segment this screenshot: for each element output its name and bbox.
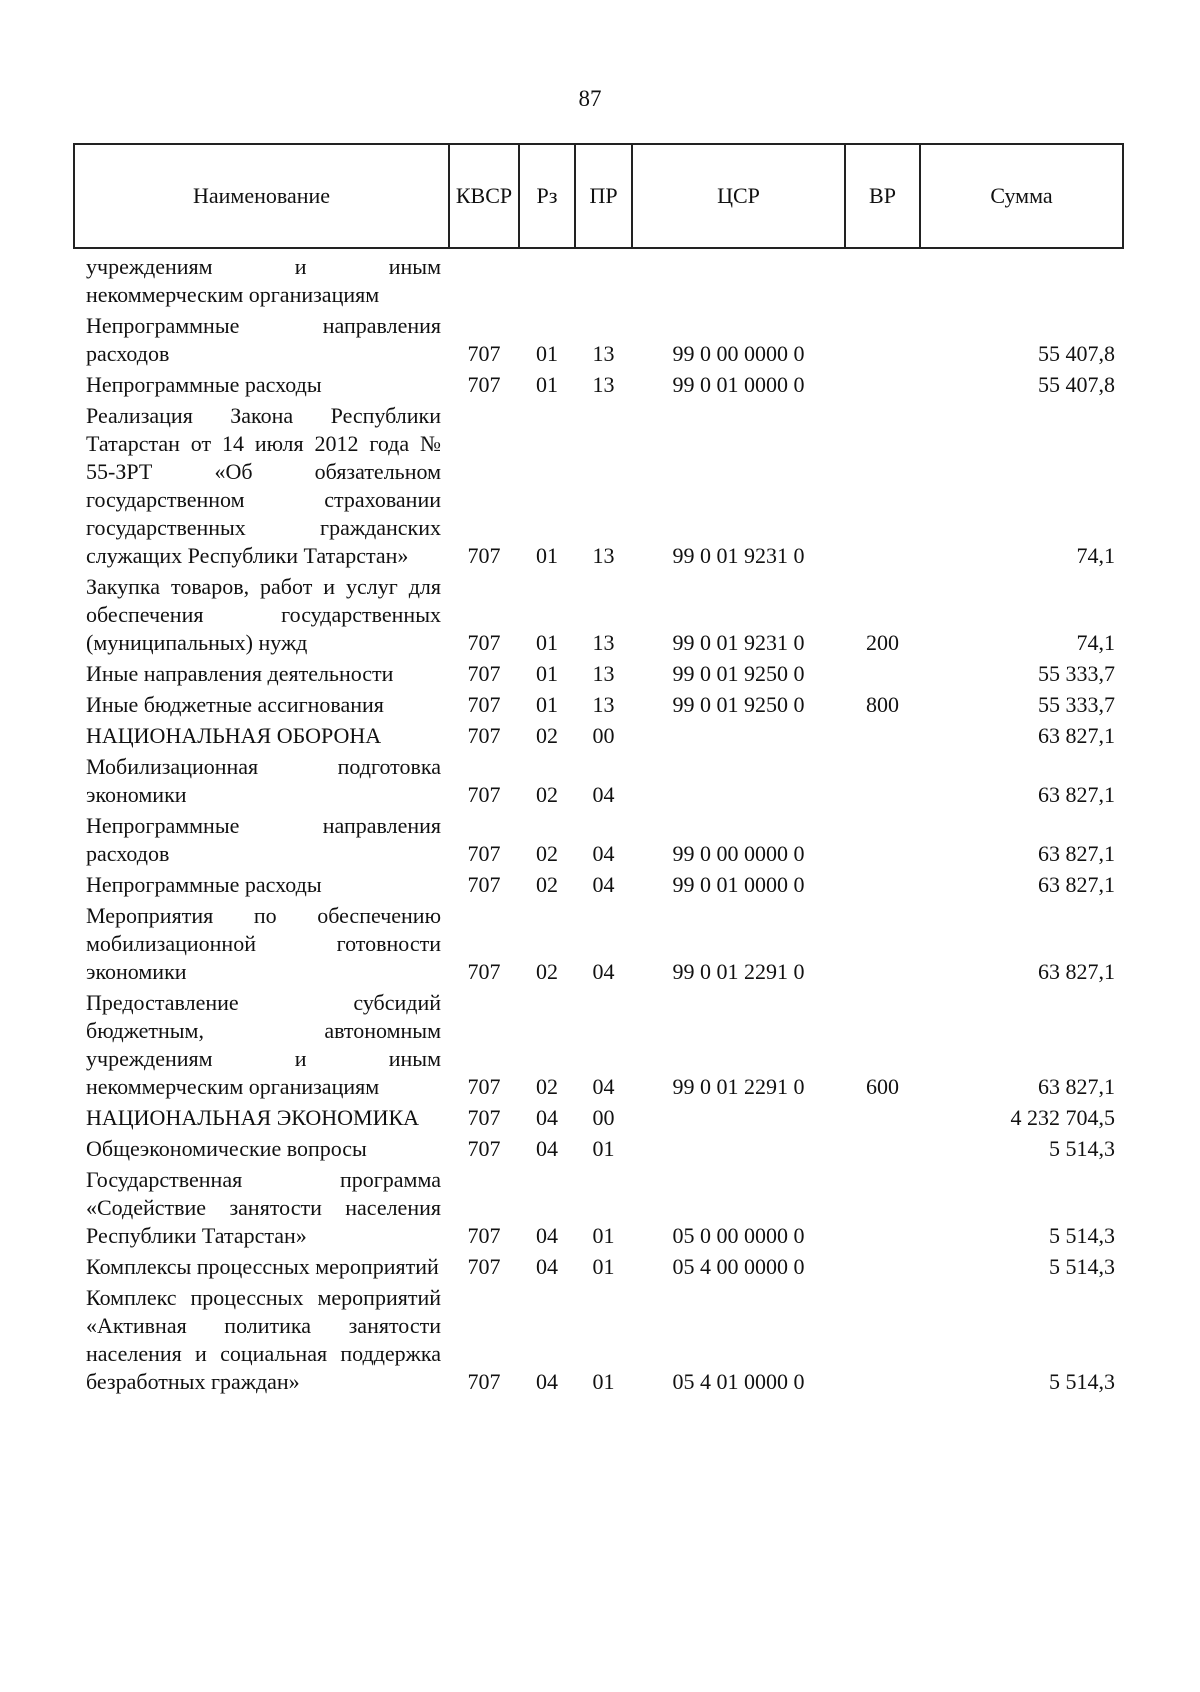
row-rz: 04 — [536, 1105, 558, 1130]
table-row — [74, 901, 1123, 988]
row-pr: 13 — [592, 341, 615, 366]
table-row — [74, 1252, 1123, 1283]
page-number: 87 — [578, 86, 602, 111]
row-csr: 99 0 00 0000 0 — [672, 341, 805, 366]
table-body — [74, 248, 1123, 1398]
row-rz: 01 — [536, 692, 558, 717]
row-rz — [519, 248, 575, 311]
row-name: Закупка товаров, работ и услуг для обеспечения государственных (муниципальных) нужд — [86, 574, 441, 655]
row-csr: 99 0 01 0000 0 — [672, 372, 805, 397]
row-name: Непрограммные направления расходов — [86, 313, 441, 366]
row-name: Непрограммные расходы — [86, 872, 322, 897]
row-pr: 00 — [592, 1105, 615, 1130]
table-row — [74, 248, 1123, 311]
row-kvsr: 707 — [467, 1254, 501, 1279]
row-sum: 63 827,1 — [1038, 872, 1115, 897]
row-csr: 99 0 01 2291 0 — [672, 959, 805, 984]
row-sum: 63 827,1 — [1038, 959, 1115, 984]
table-header — [74, 144, 1123, 248]
row-rz: 02 — [536, 841, 558, 866]
row-pr: 13 — [592, 372, 615, 397]
row-rz: 01 — [536, 372, 558, 397]
table-row — [74, 572, 1123, 659]
row-pr: 04 — [592, 959, 615, 984]
table-row — [74, 659, 1123, 690]
row-csr: 99 0 01 0000 0 — [672, 872, 805, 897]
row-rz: 02 — [536, 782, 558, 807]
row-rz: 02 — [536, 1074, 558, 1099]
table-row — [74, 1283, 1123, 1398]
row-vr — [845, 311, 920, 370]
row-csr: 99 0 01 9250 0 — [672, 661, 805, 686]
row-kvsr: 707 — [467, 341, 501, 366]
row-sum: 55 333,7 — [1038, 692, 1115, 717]
row-csr — [632, 752, 845, 811]
row-kvsr: 707 — [467, 1074, 501, 1099]
row-kvsr: 707 — [467, 1105, 501, 1130]
row-kvsr: 707 — [467, 1223, 501, 1248]
row-vr — [845, 752, 920, 811]
row-name: Непрограммные направления расходов — [86, 813, 441, 866]
row-pr: 01 — [592, 1223, 615, 1248]
row-vr — [845, 870, 920, 901]
row-vr: 600 — [866, 1074, 899, 1099]
row-name: Непрограммные расходы — [86, 372, 322, 397]
row-rz: 02 — [536, 959, 558, 984]
row-sum: 5 514,3 — [1049, 1223, 1115, 1248]
row-sum: 74,1 — [1076, 543, 1115, 568]
table-row — [74, 311, 1123, 370]
row-pr: 13 — [592, 630, 615, 655]
row-sum: 63 827,1 — [1038, 841, 1115, 866]
row-name: НАЦИОНАЛЬНАЯ ЭКОНОМИКА — [86, 1105, 420, 1130]
row-name: Иные направления деятельности — [86, 661, 394, 686]
row-rz: 04 — [536, 1223, 558, 1248]
row-kvsr: 707 — [467, 841, 501, 866]
row-rz: 01 — [536, 543, 558, 568]
row-vr — [845, 901, 920, 988]
row-name: Предоставление субсидий бюджетным, автономным учреждениям и иным некоммерческим организациям — [86, 990, 441, 1099]
row-sum: 63 827,1 — [1038, 723, 1115, 748]
row-rz: 01 — [536, 630, 558, 655]
row-pr: 04 — [592, 841, 615, 866]
row-name: Реализация Закона Республики Татарстан от 14 июля 2012 года № 55-ЗРТ «Об обязательном государственном страховании государственных гражданских служащих Республики Татарстан» — [86, 403, 441, 568]
row-csr: 99 0 01 2291 0 — [672, 1074, 805, 1099]
row-sum: 5 514,3 — [1049, 1369, 1115, 1394]
table-row — [74, 1165, 1123, 1252]
row-csr: 05 0 00 0000 0 — [672, 1223, 805, 1248]
row-rz: 04 — [536, 1254, 558, 1279]
row-vr — [845, 1103, 920, 1134]
row-kvsr: 707 — [467, 692, 501, 717]
row-pr: 04 — [592, 1074, 615, 1099]
row-name: Комплексы процессных мероприятий — [86, 1254, 439, 1279]
row-vr — [845, 659, 920, 690]
row-pr: 04 — [592, 782, 615, 807]
row-sum: 55 407,8 — [1038, 372, 1115, 397]
header-sum: Сумма — [920, 144, 1123, 248]
table-row — [74, 370, 1123, 401]
row-vr — [845, 1165, 920, 1252]
row-rz: 04 — [536, 1369, 558, 1394]
row-pr: 01 — [592, 1254, 615, 1279]
header-kvsr: КВСР — [449, 144, 519, 248]
row-kvsr: 707 — [467, 723, 501, 748]
row-vr — [845, 401, 920, 572]
table-row — [74, 401, 1123, 572]
row-pr: 01 — [592, 1136, 615, 1161]
row-pr: 04 — [592, 872, 615, 897]
row-name: НАЦИОНАЛЬНАЯ ОБОРОНА — [86, 723, 382, 748]
row-csr — [632, 721, 845, 752]
budget-table — [73, 143, 1124, 1398]
row-vr — [845, 1134, 920, 1165]
row-kvsr: 707 — [467, 543, 501, 568]
row-pr: 00 — [592, 723, 615, 748]
row-csr: 99 0 01 9250 0 — [672, 692, 805, 717]
row-vr — [845, 248, 920, 311]
row-sum: 63 827,1 — [1038, 782, 1115, 807]
row-kvsr: 707 — [467, 872, 501, 897]
row-vr — [845, 1283, 920, 1398]
row-rz: 01 — [536, 341, 558, 366]
row-rz: 02 — [536, 723, 558, 748]
row-name: Иные бюджетные ассигнования — [86, 692, 384, 717]
row-vr — [845, 811, 920, 870]
table-row — [74, 690, 1123, 721]
row-csr — [632, 1134, 845, 1165]
row-sum: 55 333,7 — [1038, 661, 1115, 686]
row-sum: 5 514,3 — [1049, 1254, 1115, 1279]
row-kvsr: 707 — [467, 372, 501, 397]
row-rz: 04 — [536, 1136, 558, 1161]
row-csr: 05 4 01 0000 0 — [672, 1369, 805, 1394]
row-sum: 63 827,1 — [1038, 1074, 1115, 1099]
row-kvsr: 707 — [467, 630, 501, 655]
header-vr: ВР — [845, 144, 920, 248]
table-row — [74, 752, 1123, 811]
table-row — [74, 988, 1123, 1103]
row-csr: 05 4 00 0000 0 — [672, 1254, 805, 1279]
row-name: Мероприятия по обеспечению мобилизационной готовности экономики — [86, 903, 441, 984]
row-sum — [920, 248, 1123, 311]
row-sum: 55 407,8 — [1038, 341, 1115, 366]
row-rz: 01 — [536, 661, 558, 686]
header-rz: Рз — [519, 144, 575, 248]
table-row — [74, 1103, 1123, 1134]
row-vr — [845, 721, 920, 752]
table-row — [74, 811, 1123, 870]
header-csr: ЦСР — [632, 144, 845, 248]
row-kvsr: 707 — [467, 661, 501, 686]
row-pr: 01 — [592, 1369, 615, 1394]
row-name: учреждениям и иным некоммерческим организациям — [86, 254, 441, 307]
row-sum: 4 232 704,5 — [1010, 1105, 1115, 1130]
row-kvsr: 707 — [467, 782, 501, 807]
row-vr — [845, 1252, 920, 1283]
row-sum: 74,1 — [1076, 630, 1115, 655]
row-csr: 99 0 00 0000 0 — [672, 841, 805, 866]
row-csr — [632, 248, 845, 311]
row-vr — [845, 370, 920, 401]
row-rz: 02 — [536, 872, 558, 897]
row-vr: 800 — [866, 692, 899, 717]
row-name: Государственная программа «Содействие занятости населения Республики Татарстан» — [86, 1167, 441, 1248]
row-kvsr: 707 — [467, 959, 501, 984]
row-csr: 99 0 01 9231 0 — [672, 543, 805, 568]
row-pr: 13 — [592, 543, 615, 568]
row-kvsr: 707 — [467, 1136, 501, 1161]
header-pr: ПР — [575, 144, 632, 248]
row-name: Общеэкономические вопросы — [86, 1136, 367, 1161]
row-pr: 13 — [592, 661, 615, 686]
row-kvsr — [449, 248, 519, 311]
row-pr: 13 — [592, 692, 615, 717]
row-csr: 99 0 01 9231 0 — [672, 630, 805, 655]
table-row — [74, 721, 1123, 752]
row-vr: 200 — [866, 630, 899, 655]
table-row — [74, 1134, 1123, 1165]
row-name: Мобилизационная подготовка экономики — [86, 754, 441, 807]
row-pr — [575, 248, 632, 311]
row-name: Комплекс процессных мероприятий «Активная политика занятости населения и социальная поддержка безработных граждан» — [86, 1285, 441, 1394]
row-csr — [632, 1103, 845, 1134]
row-sum: 5 514,3 — [1049, 1136, 1115, 1161]
row-kvsr: 707 — [467, 1369, 501, 1394]
header-name: Наименование — [74, 144, 449, 248]
table-row — [74, 870, 1123, 901]
